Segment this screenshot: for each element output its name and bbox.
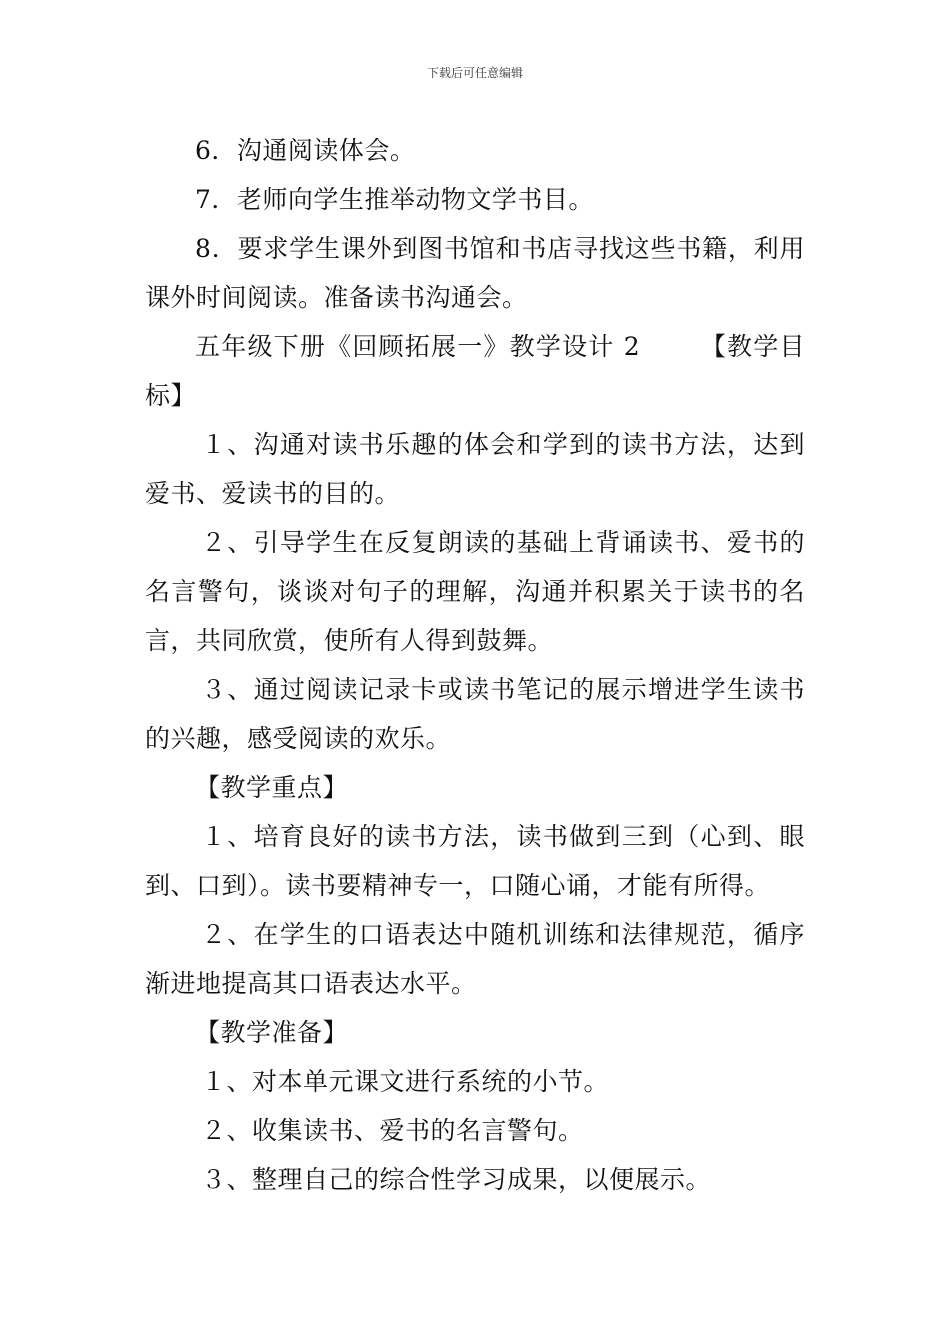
paragraph-step-7: 7．老师向学生推举动物文学书目。: [195, 185, 594, 214]
section-heading-objectives: 【教学目标】: [145, 332, 805, 410]
section-heading-key-points: 【教学重点】: [195, 773, 349, 802]
paragraph-step-6: 6．沟通阅读体会。: [195, 136, 416, 165]
paragraph-step-8: 8．要求学生课外到图书馆和书店寻找这些书籍，利用课外时间阅读。准备读书沟通会。: [145, 234, 805, 312]
preparation-item-1: １、对本单元课文进行系统的小节。: [201, 1067, 610, 1096]
key-point-item-2: ２、在学生的口语表达中随机训练和法律规范，循序渐进地提高其口语表达水平。: [145, 920, 805, 998]
preparation-item-3: ３、整理自己的综合性学习成果，以便展示。: [201, 1165, 712, 1194]
key-point-item-1: １、培育良好的读书方法，读书做到三到（心到、眼到、口到）。读书要精神专一，口随心诵，才能有所得。: [145, 822, 805, 900]
lesson-title: [145, 322, 805, 420]
page-header-note: 下载后可任意编辑: [426, 66, 523, 80]
objective-item-1: １、沟通对读书乐趣的体会和学到的读书方法，达到爱书、爱读书的目的。: [145, 430, 805, 508]
objective-item-3: ３、通过阅读记录卡或读书笔记的展示增进学生读书的兴趣，感受阅读的欢乐。: [145, 675, 805, 753]
section-heading-preparation: 【教学准备】: [195, 1018, 349, 1047]
lesson-title-main: 五年级下册《回顾拓展一》教学设计 2: [195, 332, 641, 361]
document-body: [145, 126, 805, 1204]
preparation-item-2: ２、收集读书、爱书的名言警句。: [201, 1116, 584, 1145]
objective-item-2: ２、引导学生在反复朗读的基础上背诵读书、爱书的名言警句，谈谈对句子的理解，沟通并积累关于读书的名言，共同欣赏，使所有人得到鼓舞。: [145, 528, 805, 655]
